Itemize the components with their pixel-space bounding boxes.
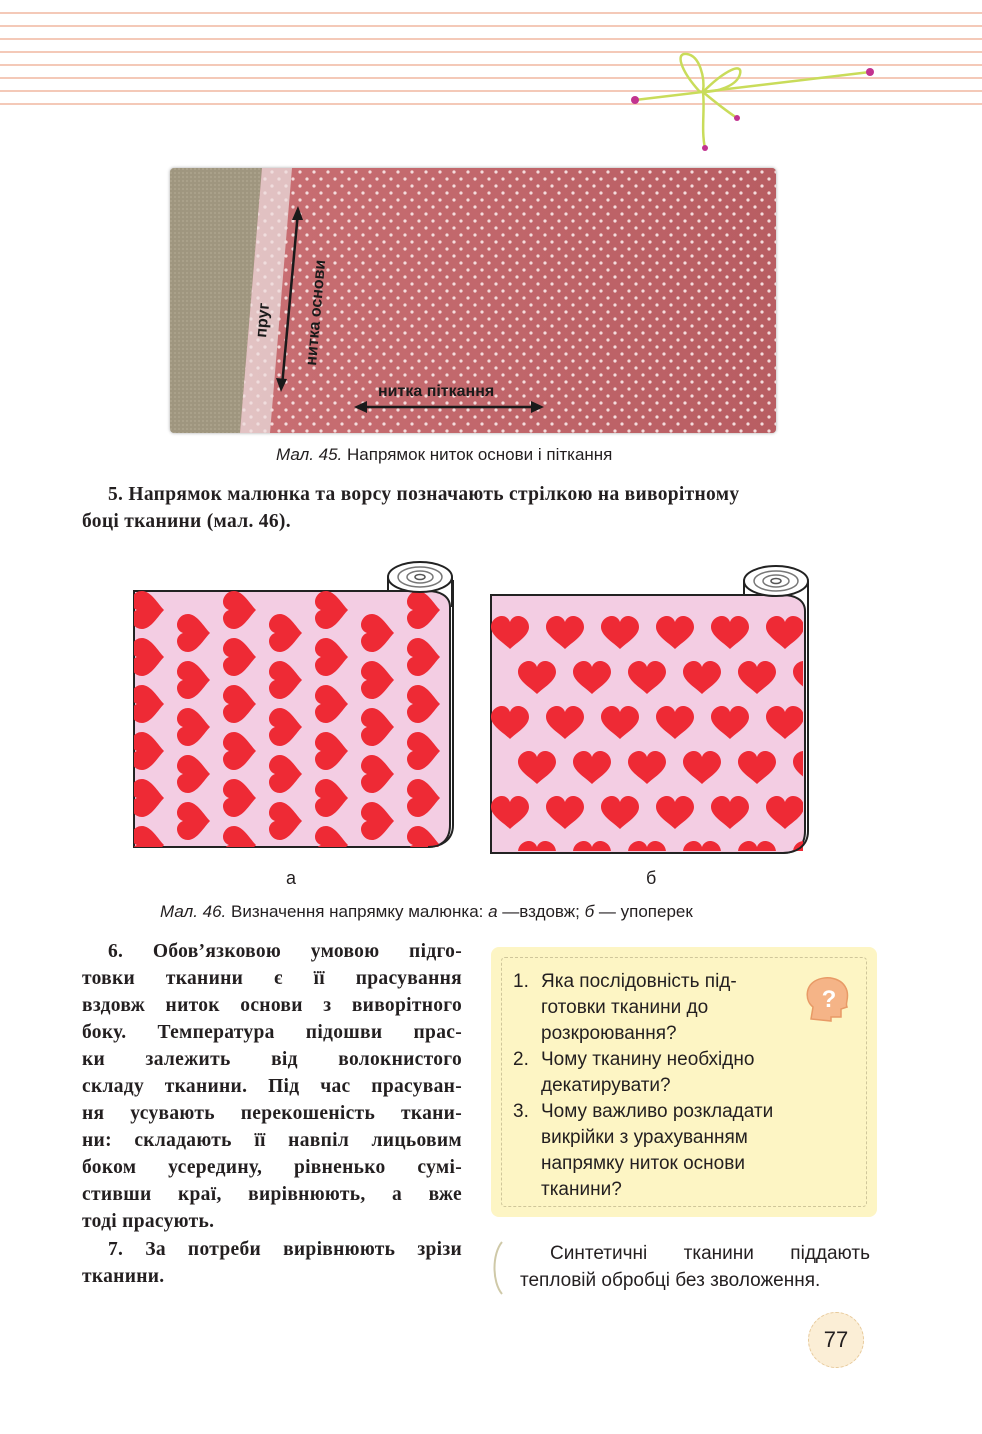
warp-thread-label: нитка основи bbox=[303, 259, 330, 367]
synthetic-fabrics-note: Синтетичні тканини піддають тепловій обробці без зволоження. bbox=[520, 1243, 870, 1291]
question-head-icon bbox=[801, 973, 853, 1025]
roll-a-label: а bbox=[286, 868, 297, 888]
fabric-roll-b bbox=[491, 566, 828, 865]
header-decoration bbox=[0, 0, 982, 118]
weft-thread-label: нитка піткання bbox=[378, 383, 495, 400]
bow-ribbon-icon bbox=[625, 40, 885, 155]
heart-motif bbox=[361, 849, 394, 865]
heart-motif bbox=[269, 849, 302, 865]
svg-text:?: ? bbox=[821, 986, 837, 1013]
roll-b-label: б bbox=[646, 868, 657, 888]
fabric-rolls-figure bbox=[128, 555, 828, 865]
page-number: 77 bbox=[808, 1312, 864, 1368]
questions-box bbox=[491, 947, 877, 1217]
question-1: 1. Яка послідовність під- готовки тканини до розкроювання? bbox=[513, 971, 737, 1044]
paragraph-5: 5. Напрямок малюнка та ворсу позначають стрілкою на виворітному боці тканини (мал. 46). bbox=[82, 484, 740, 532]
figure-46-caption: Мал. 46. Визначення напрямку малюнка: а —вздовж; б — упоперек bbox=[160, 902, 693, 921]
question-2: 2. Чому тканину необхідно декатирувати? bbox=[513, 1049, 755, 1096]
heart-motif bbox=[177, 849, 210, 865]
paragraph-7: 7. За потреби вирівнюють зрізи тканини. bbox=[82, 1239, 462, 1287]
paragraph-6: 6. Обов’язковою умовою підго- товки тканини є її прасування вздовж ниток основи з виворітного боку. Температура підошви прас- ки залежить від волокнистого складу тканини. Під час прасуван- ня усувають перекошеність ткани- ни: складають її навпіл лицьовим боком усередину, рівненько сумі- стивши краї, вирівнюють, а вже тоді прасують. bbox=[82, 941, 462, 1232]
note-bracket-icon bbox=[490, 1240, 504, 1296]
heart-motif bbox=[793, 841, 828, 865]
selvage-label: пруг bbox=[253, 302, 274, 339]
question-3: 3. Чому важливо розкладати викрійки з урахуванням напрямку ниток основи тканини? bbox=[513, 1101, 774, 1200]
fabric-photo bbox=[170, 168, 776, 433]
fabric-roll-a bbox=[131, 562, 453, 865]
figure-45-caption: Мал. 45. Напрямок ниток основи і піткання bbox=[276, 445, 613, 464]
